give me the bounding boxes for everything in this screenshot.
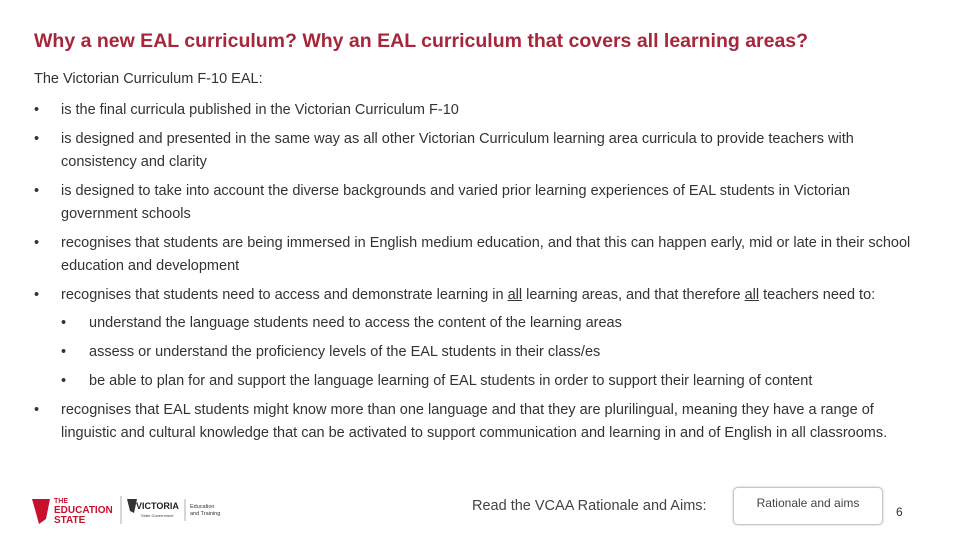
bullet-text: recognises that students are being immersed in English medium education, and that this can happen early, mid or late in their school education and development [61,235,911,274]
bullet-marker: • [34,235,40,251]
bullet-marker: • [61,315,67,331]
bullet-marker: • [34,287,40,303]
victoria-map-icon [32,499,50,524]
read-aims-text: Read the VCAA Rationale and Aims: [472,498,707,514]
sub-bullet-text: assess or understand the proficiency levels of the EAL students in their class/es [89,344,601,360]
sub-list-item [61,341,924,364]
bullet-marker: • [61,344,67,360]
intro-text: The Victorian Curriculum F-10 EAL: [34,71,263,87]
sub-bullet-text: understand the language students need to access the content of the learning areas [89,315,622,331]
list-item [34,232,924,278]
slide-title: Why a new EAL curriculum? Why an EAL curriculum that covers all learning areas? [34,30,809,52]
sub-list-item [61,370,924,393]
list-item [34,99,924,122]
sub-list-item [61,312,924,335]
list-item [34,399,924,445]
bullet-text: recognises that EAL students might know more than one language and that they are plurilingual, meaning they have a range of linguistic and cultural knowledge that can be activated to support communication and learning in and of English in all classrooms. [61,402,888,441]
bullet-text-part: teachers need to: [759,287,876,303]
bullet-text: is designed and presented in the same way as all other Victorian Curriculum learning area curricula to provide teachers with consistency and clarity [61,131,854,170]
bullet-marker: • [34,102,40,118]
logo-text-state: STATE [54,515,86,526]
logo-text-department-2: and Training [190,511,221,517]
logo-text-the: THE [54,498,68,505]
logo-text-victoria: VICTORIA [136,501,179,511]
underlined-word: all [744,287,760,303]
bullet-marker: • [34,131,40,147]
sub-bullet-list [61,312,924,393]
bullet-text-part: learning areas, and that therefore [522,287,745,303]
bullet-marker: • [61,373,67,389]
logo-text-education: EDUCATION [54,505,113,516]
bullet-text-part: recognises that students need to access and demonstrate learning in [61,287,508,303]
list-item [34,128,924,174]
list-item [34,180,924,226]
logo-text-state-government: State Government [141,513,174,518]
bullet-text [61,287,875,303]
sub-bullet-text: be able to plan for and support the language learning of EAL students in order to support their learning of content [89,373,813,389]
bullet-marker: • [34,402,40,418]
logo-text-department: Education [190,504,215,510]
bullet-text: is the final curricula published in the Victorian Curriculum F-10 [61,102,459,118]
bullet-list [34,99,924,451]
page-number: 6 [896,505,903,519]
rationale-and-aims-button[interactable]: Rationale and aims [733,487,883,525]
bullet-text: is designed to take into account the diverse backgrounds and varied prior learning experiences of EAL students in Victorian government schools [61,183,851,222]
education-state-logo [30,493,240,527]
underlined-word: all [507,287,523,303]
list-item [34,284,924,393]
bullet-marker: • [34,183,40,199]
